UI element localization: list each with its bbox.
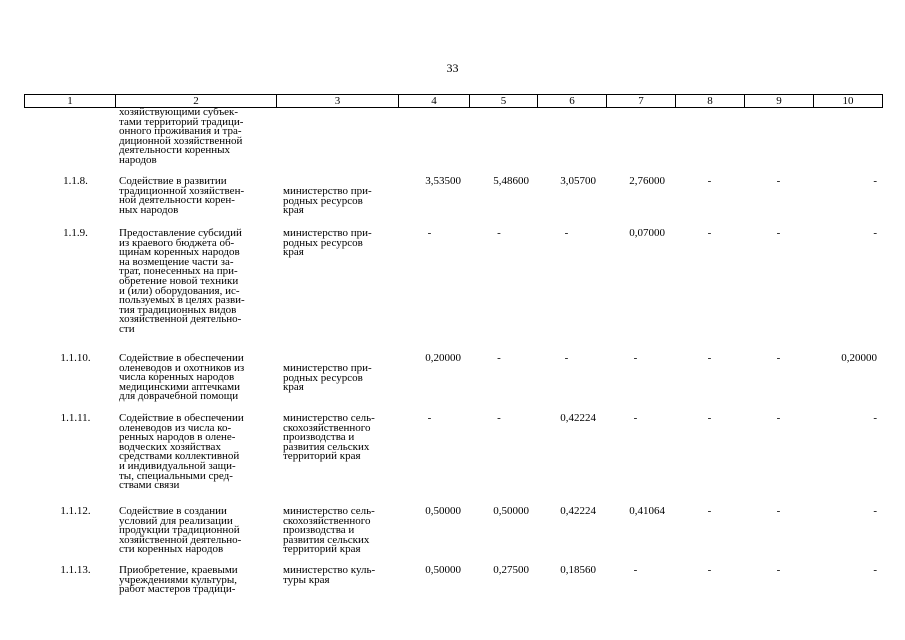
table-row (24, 411, 883, 504)
header-col-6: 6 (538, 95, 607, 107)
executor: министерство при- родных ресурсов края (283, 185, 372, 217)
value-col-7 (606, 108, 675, 174)
measure-name: Содействие в обеспечении оленеводов и охотников из числа коренных народов медицинскими аптечками для доврачебной помощи (119, 352, 245, 403)
header-col-9: 9 (745, 95, 814, 107)
measure-name: Содействие в развитии традиционной хозяйствен- ной деятельности корен- ных народов (119, 175, 245, 216)
value-col-10: 0,20000 (841, 352, 877, 364)
value-col-4: - (427, 227, 432, 239)
value-col-6: 0,42224 (560, 505, 596, 517)
value-col-9: - (776, 564, 781, 576)
value-col-6: 0,18560 (560, 564, 596, 576)
value-col-9: - (776, 227, 781, 239)
value-col-4 (398, 108, 469, 174)
value-col-5: - (497, 227, 501, 239)
value-col-9: - (776, 175, 781, 187)
row-number (24, 108, 115, 174)
value-col-4: 0,50000 (425, 505, 461, 517)
value-col-5: 0,27500 (493, 564, 529, 576)
value-col-10: - (873, 227, 877, 239)
value-col-6: 3,05700 (560, 175, 596, 187)
table-row (24, 226, 883, 351)
table-body (24, 108, 883, 603)
value-col-10: - (873, 505, 877, 517)
value-col-6: - (564, 227, 569, 239)
value-col-10: - (873, 175, 877, 187)
table-row (24, 351, 883, 411)
value-col-5: 0,50000 (493, 505, 529, 517)
header-col-3: 3 (277, 95, 399, 107)
value-col-7: - (633, 352, 638, 364)
table-row (24, 108, 883, 174)
page-number: 33 (446, 61, 459, 75)
value-col-4: 3,53500 (425, 175, 461, 187)
value-col-9: - (776, 412, 781, 424)
header-col-1: 1 (25, 95, 116, 107)
value-col-5: - (497, 352, 501, 364)
value-col-10: - (873, 564, 877, 576)
header-col-5: 5 (470, 95, 538, 107)
value-col-4: 0,20000 (425, 352, 461, 364)
value-col-10 (813, 108, 883, 174)
value-col-10: - (873, 412, 877, 424)
value-col-5 (469, 108, 537, 174)
measure-name: хозяйствующими субъек- тами территорий традици- онного проживания и тра- диционной хозяйственной деятельности коренных народов (119, 106, 244, 166)
executor: министерство при- родных ресурсов края (283, 227, 372, 259)
header-col-4: 4 (399, 95, 470, 107)
value-col-6: 0,42224 (560, 412, 596, 424)
value-col-8: - (707, 505, 712, 517)
table-row (24, 504, 883, 563)
table-row (24, 563, 883, 603)
executor (276, 108, 398, 174)
row-number: 1.1.11. (60, 412, 91, 424)
row-number: 1.1.12. (60, 505, 91, 517)
executor: министерство куль- туры края (283, 564, 376, 586)
value-col-8: - (707, 412, 712, 424)
measure-name: Приобретение, краевыми учреждениями культуры, работ мастеров традици- (119, 564, 238, 596)
value-col-9 (744, 108, 813, 174)
value-col-8: - (707, 227, 712, 239)
value-col-9: - (776, 505, 781, 517)
value-col-8: - (707, 352, 712, 364)
value-col-6 (537, 108, 606, 174)
row-number: 1.1.13. (60, 564, 91, 576)
value-col-7: 0,07000 (629, 227, 665, 239)
value-col-7: 0,41064 (629, 505, 665, 517)
table-row (24, 174, 883, 226)
executor: министерство сель- скохозяйственного производства и развития сельских территорий края (283, 505, 375, 556)
executor: министерство при- родных ресурсов края (283, 362, 372, 394)
value-col-6: - (564, 352, 569, 364)
measure-name: Содействие в создании условий для реализации продукции традиционной хозяйственной деятельно- сти коренных народов (119, 505, 242, 556)
row-number: 1.1.8. (63, 175, 88, 187)
value-col-5: 5,48600 (493, 175, 529, 187)
value-col-5: - (497, 412, 501, 424)
value-col-7: - (633, 412, 638, 424)
measure-name: Содействие в обеспечении оленеводов из числа ко- ренных народов в олене- водческих хозяйствах средствами коллективной и индивидуальной защи- ты, специальными сред- ствами связи (119, 412, 244, 492)
header-col-2: 2 (116, 95, 277, 107)
header-col-8: 8 (676, 95, 745, 107)
value-col-4: - (427, 412, 432, 424)
value-col-4: 0,50000 (425, 564, 461, 576)
value-col-9: - (776, 352, 781, 364)
executor: министерство сель- скохозяйственного производства и развития сельских территорий края (283, 412, 375, 463)
header-col-10: 10 (842, 95, 854, 107)
row-number: 1.1.10. (60, 352, 91, 364)
value-col-7: 2,76000 (629, 175, 665, 187)
measure-name: Предоставление субсидий из краевого бюджета об- щинам коренных народов на возмещение части за- трат, понесенных на при- обретение новой техники и (или) оборудования, ис- пользуемых в целях разви- тия традиционных видов хозяйственной деятельно- сти (119, 227, 245, 335)
value-col-8 (675, 108, 744, 174)
header-col-7: 7 (607, 95, 676, 107)
row-number: 1.1.9. (63, 227, 88, 239)
value-col-7: - (633, 564, 638, 576)
value-col-8: - (707, 175, 712, 187)
value-col-8: - (707, 564, 712, 576)
